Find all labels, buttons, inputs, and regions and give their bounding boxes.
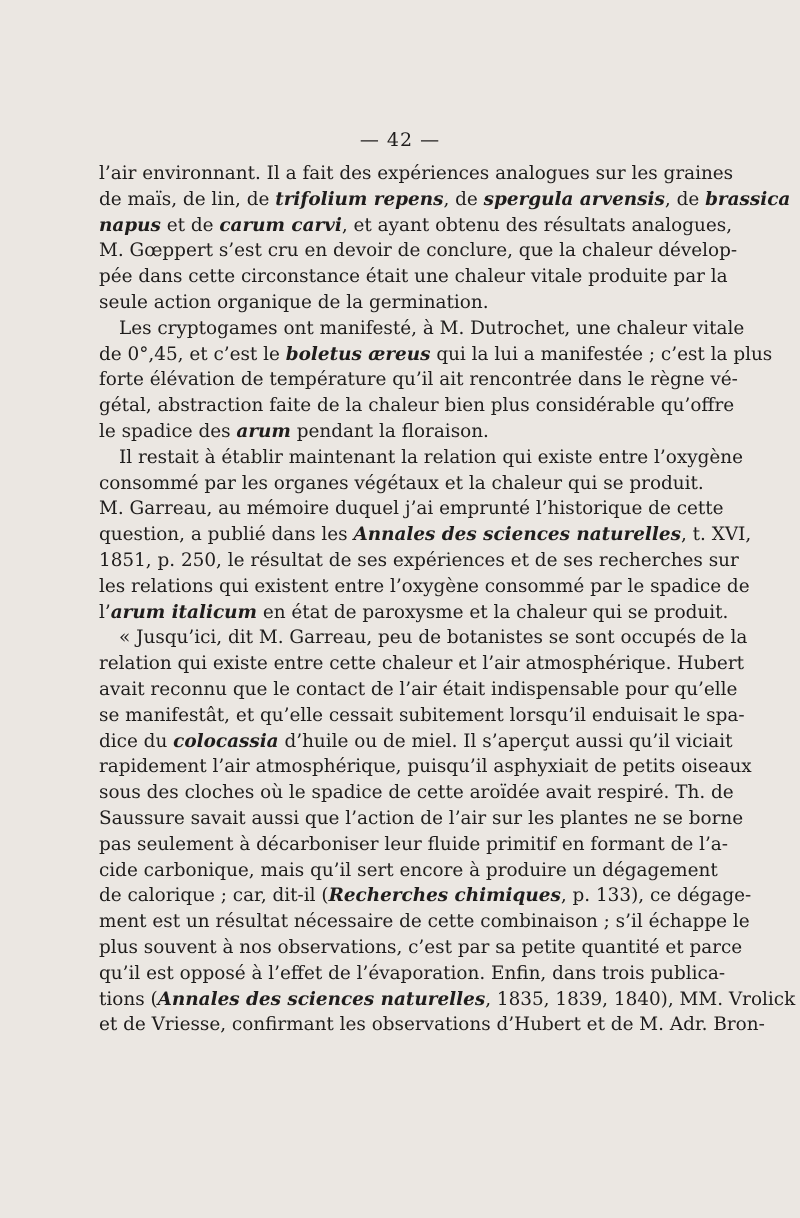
italic-term: Annales des sciences naturelles bbox=[353, 524, 681, 546]
text-segment: seule action organique de la germination. bbox=[99, 291, 489, 313]
italic-term: napus bbox=[99, 214, 161, 236]
text-segment: de 0°,45, et c’est le bbox=[99, 343, 286, 365]
text-segment: pendant la floraison. bbox=[290, 420, 489, 442]
text-line bbox=[99, 703, 745, 729]
text-line bbox=[99, 574, 750, 600]
text-segment: , de bbox=[443, 188, 484, 210]
text-segment: Saussure savait aussi que l’action de l’air sur les plantes ne se borne bbox=[99, 807, 744, 829]
italic-term: arum bbox=[236, 420, 291, 442]
text-segment: forte élévation de température qu’il ait rencontrée dans le règne vé- bbox=[99, 369, 738, 391]
body-text bbox=[99, 161, 796, 1038]
text-segment: Il restait à établir maintenant la relation qui existe entre l’oxygène bbox=[119, 446, 743, 468]
text-segment: , et ayant obtenu des résultats analogues, bbox=[341, 214, 733, 236]
text-segment: gétal, abstraction faite de la chaleur bien plus considérable qu’offre bbox=[99, 395, 735, 417]
text-line bbox=[99, 909, 750, 935]
text-line bbox=[99, 342, 773, 368]
text-segment: et de bbox=[160, 214, 220, 236]
text-line bbox=[99, 367, 738, 393]
text-line bbox=[99, 625, 748, 651]
text-segment: plus souvent à nos observations, c’est par sa petite quantité et parce bbox=[99, 936, 743, 958]
text-line bbox=[99, 883, 752, 909]
text-segment: qu’il est opposé à l’effet de l’évaporation. Enfin, dans trois publica- bbox=[99, 962, 726, 984]
text-segment: les relations qui existent entre l’oxygène consommé par le spadice de bbox=[99, 575, 750, 597]
text-segment: avait reconnu que le contact de l’air était indispensable pour qu’elle bbox=[99, 678, 738, 700]
text-segment: en état de paroxysme et la chaleur qui se produit. bbox=[256, 601, 729, 623]
italic-term: Annales des sciences naturelles bbox=[157, 988, 486, 1010]
text-line bbox=[99, 858, 718, 884]
text-segment: pas seulement à décarboniser leur fluide primitif en formant de l’a- bbox=[99, 833, 728, 855]
text-line bbox=[99, 393, 735, 419]
italic-term: brassica bbox=[705, 188, 791, 210]
text-segment: l’air environnant. Il a fait des expériences analogues sur les graines bbox=[99, 163, 734, 184]
text-segment: le spadice des bbox=[99, 420, 237, 442]
text-line bbox=[99, 780, 734, 806]
text-segment: ment est un résultat nécessaire de cette combinaison ; s’il échappe le bbox=[99, 911, 750, 933]
text-segment: sous des cloches où le spadice de cette aroïdée avait respiré. Th. de bbox=[99, 782, 734, 804]
italic-term: colocassia bbox=[173, 730, 279, 752]
text-segment: 1851, p. 250, le résultat de ses expériences et de ses recherches sur bbox=[99, 549, 739, 571]
text-segment: M. Garreau, au mémoire duquel j’ai emprunté l’historique de cette bbox=[99, 498, 724, 520]
text-segment: qui la lui a manifestée ; c’est la plus bbox=[430, 343, 773, 365]
text-line bbox=[99, 471, 704, 497]
text-line bbox=[99, 290, 697, 316]
text-line bbox=[99, 316, 745, 342]
text-line bbox=[99, 522, 752, 548]
italic-term: spergula arvensis bbox=[483, 188, 665, 210]
text-line bbox=[99, 651, 745, 677]
text-line bbox=[99, 264, 728, 290]
text-line bbox=[99, 496, 724, 522]
text-line bbox=[99, 935, 743, 961]
text-line bbox=[99, 445, 743, 471]
text-segment: de calorique ; car, dit-il ( bbox=[99, 885, 329, 907]
text-line bbox=[99, 806, 744, 832]
text-line bbox=[99, 729, 733, 755]
text-line bbox=[99, 987, 796, 1013]
text-line bbox=[99, 677, 738, 703]
text-segment: pée dans cette circonstance était une chaleur vitale produite par la bbox=[99, 266, 728, 288]
text-line bbox=[99, 238, 738, 264]
text-segment: , t. XVI, bbox=[680, 524, 752, 546]
text-segment: , p. 133), ce dégage- bbox=[560, 885, 752, 907]
text-segment: cide carbonique, mais qu’il sert encore à produire un dégagement bbox=[99, 859, 718, 881]
text-segment: Les cryptogames ont manifesté, à M. Dutrochet, une chaleur vitale bbox=[119, 317, 745, 339]
text-segment: rapidement l’air atmosphérique, puisqu’il asphyxiait de petits oiseaux bbox=[99, 756, 752, 778]
text-segment: de maïs, de lin, de bbox=[99, 188, 276, 210]
italic-term: boletus æreus bbox=[285, 343, 431, 365]
text-line bbox=[99, 161, 734, 187]
text-segment: M. Gœppert s’est cru en devoir de conclure, que la chaleur dévelop- bbox=[99, 240, 738, 262]
text-segment: consommé par les organes végétaux et la chaleur qui se produit. bbox=[99, 472, 704, 494]
text-segment: se manifestât, et qu’elle cessait subitement lorsqu’il enduisait le spa- bbox=[99, 704, 745, 726]
text-line bbox=[99, 961, 726, 987]
page-number: — 42 — bbox=[359, 129, 441, 151]
text-segment: , de bbox=[664, 188, 706, 210]
italic-term: trifolium repens bbox=[275, 188, 444, 210]
text-segment: relation qui existe entre cette chaleur et l’air atmosphérique. Hubert bbox=[99, 653, 745, 675]
text-segment: dice du bbox=[99, 730, 174, 752]
text-segment: et de Vriesse, confirmant les observations d’Hubert et de M. Adr. Bron- bbox=[99, 1014, 765, 1036]
text-segment: l’ bbox=[99, 601, 111, 623]
italic-term: carum carvi bbox=[219, 214, 342, 236]
text-line bbox=[99, 1012, 765, 1038]
italic-term: Recherches chimiques bbox=[328, 885, 561, 907]
text-line bbox=[99, 600, 729, 626]
text-line bbox=[99, 213, 733, 239]
text-segment: d’huile ou de miel. Il s’aperçut aussi qu’il viciait bbox=[278, 730, 733, 752]
text-line bbox=[99, 187, 791, 213]
text-line bbox=[99, 832, 728, 858]
text-segment: « Jusqu’ici, dit M. Garreau, peu de botanistes se sont occupés de la bbox=[119, 627, 748, 649]
text-segment: tions ( bbox=[99, 988, 158, 1010]
text-line bbox=[99, 548, 739, 574]
text-segment: , 1835, 1839, 1840), MM. Vrolick bbox=[485, 988, 796, 1010]
italic-term: arum italicum bbox=[110, 601, 257, 623]
text-segment: question, a publié dans les bbox=[99, 524, 354, 546]
text-line bbox=[99, 419, 697, 445]
text-line bbox=[99, 754, 752, 780]
